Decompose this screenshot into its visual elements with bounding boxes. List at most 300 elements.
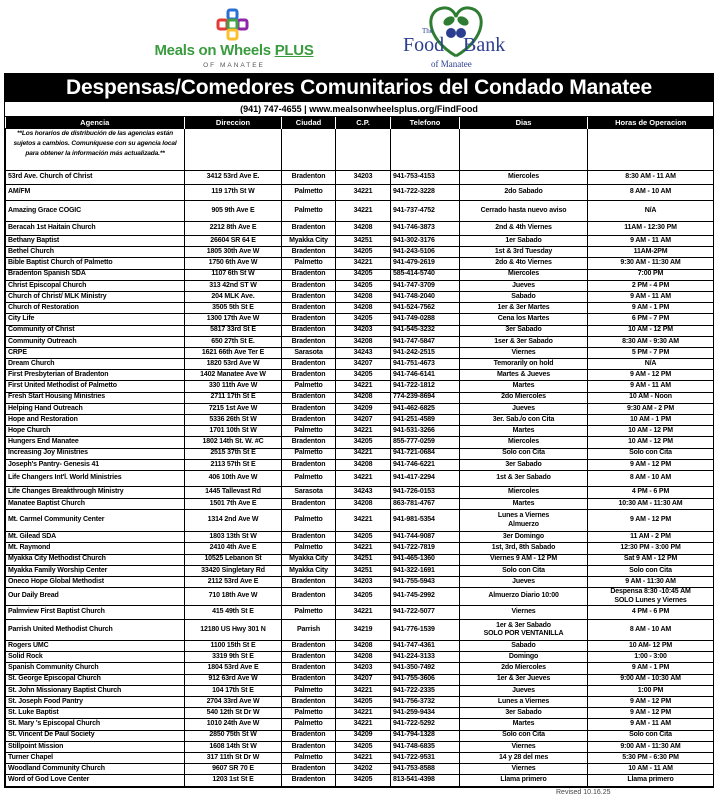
table-row bbox=[6, 381, 714, 392]
cell-address: 1802 14th St. W. #C bbox=[185, 437, 282, 448]
cell-days: Miercoles bbox=[460, 437, 588, 448]
cell-hours: 5 PM - 7 PM bbox=[588, 347, 714, 358]
cell-phone: 941-753-8588 bbox=[391, 764, 460, 775]
cell-agency: Oneco Hope Global Methodist bbox=[6, 576, 185, 587]
cell-days: 2do Sabado bbox=[460, 185, 588, 201]
cell-zip: 34208 bbox=[336, 336, 391, 347]
cell-phone: 813-541-4398 bbox=[391, 775, 460, 786]
table-row bbox=[6, 269, 714, 280]
cell-days: Domingo bbox=[460, 652, 588, 663]
cell-days: Martes bbox=[460, 719, 588, 730]
cell-phone: 941-302-3176 bbox=[391, 236, 460, 247]
cell-days: 1st & 3er Sabado bbox=[460, 470, 588, 486]
cell-zip: 34208 bbox=[336, 652, 391, 663]
table-row bbox=[6, 201, 714, 222]
table-row bbox=[6, 764, 714, 775]
cell-phone: 941-417-2294 bbox=[391, 470, 460, 486]
cell-address: 406 10th Ave W bbox=[185, 470, 282, 486]
cell-agency: Fresh Start Housing Ministries bbox=[6, 392, 185, 403]
cell-city: Bradenton bbox=[282, 222, 336, 236]
cell-address: 1445 Tallevast Rd bbox=[185, 486, 282, 498]
cell-days: Jueves bbox=[460, 280, 588, 291]
cell-hours: N/A bbox=[588, 359, 714, 370]
table-row bbox=[6, 741, 714, 752]
cell-zip: 34205 bbox=[336, 697, 391, 708]
cell-zip: 34203 bbox=[336, 171, 391, 185]
cell-zip: 34221 bbox=[336, 258, 391, 269]
table-row bbox=[6, 185, 714, 201]
cell-days: Sabado bbox=[460, 641, 588, 652]
cell-hours: 9 AM - 1 PM bbox=[588, 303, 714, 314]
cell-agency: Word of God Love Center bbox=[6, 775, 185, 786]
cell-days: 3er Sabado bbox=[460, 708, 588, 719]
cell-hours: 9 AM - 11 AM bbox=[588, 719, 714, 730]
table-row bbox=[6, 510, 714, 532]
fb-food: Food bbox=[403, 34, 445, 56]
table-row bbox=[6, 486, 714, 498]
cell-city: Palmetto bbox=[282, 685, 336, 696]
table-row bbox=[6, 359, 714, 370]
cell-city: Bradenton bbox=[282, 775, 336, 786]
cell-hours: 9 AM - 12 PM bbox=[588, 459, 714, 470]
cell-address: 1805 30th Ave W bbox=[185, 247, 282, 258]
cell-zip: 34221 bbox=[336, 685, 391, 696]
cell-zip: 34221 bbox=[336, 752, 391, 763]
cell-phone: 941-259-9434 bbox=[391, 708, 460, 719]
header-address: Direccion bbox=[185, 117, 282, 129]
cell-phone: 941-746-3873 bbox=[391, 222, 460, 236]
cell-zip: 34219 bbox=[336, 620, 391, 641]
cell-address: 204 MLK Ave. bbox=[185, 291, 282, 302]
cell-agency: Manatee Baptist Church bbox=[6, 498, 185, 509]
cell-agency: First Presbyterian of Bradenton bbox=[6, 370, 185, 381]
cell-hours: 9 AM - 11 AM bbox=[588, 381, 714, 392]
table-row bbox=[6, 171, 714, 185]
cell-phone: 941-749-0288 bbox=[391, 314, 460, 325]
cell-agency: St. John Missionary Baptist Church bbox=[6, 685, 185, 696]
cell-hours: N/A bbox=[588, 201, 714, 222]
cell-hours: 9:00 AM - 10:30 AM bbox=[588, 674, 714, 685]
table-row bbox=[6, 325, 714, 336]
cell-address: 5336 26th St W bbox=[185, 415, 282, 426]
cell-zip: 34207 bbox=[336, 415, 391, 426]
cell-address: 1203 1st St E bbox=[185, 775, 282, 786]
cell-agency: Community Outreach bbox=[6, 336, 185, 347]
cell-hours: 8:30 AM - 11 AM bbox=[588, 171, 714, 185]
cell-zip: 34205 bbox=[336, 588, 391, 606]
cell-phone: 941-745-2992 bbox=[391, 588, 460, 606]
revised-date: Revised 10.16.25 bbox=[556, 789, 611, 796]
table-row bbox=[6, 448, 714, 459]
cell-zip: 34221 bbox=[336, 426, 391, 437]
puzzle-cross-icon bbox=[148, 8, 320, 42]
cell-phone: 941-747-3709 bbox=[391, 280, 460, 291]
cell-days: Sabado bbox=[460, 291, 588, 302]
table-row bbox=[6, 752, 714, 763]
cell-agency: Bradenton Spanish SDA bbox=[6, 269, 185, 280]
cell-hours: 9:30 AM - 11:30 AM bbox=[588, 258, 714, 269]
cell-hours: 9:00 AM - 11:30 AM bbox=[588, 741, 714, 752]
cell-city: Sarasota bbox=[282, 486, 336, 498]
mow-sub: OF MANATEE bbox=[203, 62, 265, 69]
cell-zip: 34208 bbox=[336, 291, 391, 302]
cell-days: Solo con Cita bbox=[460, 565, 588, 576]
cell-address: 119 17th St W bbox=[185, 185, 282, 201]
header-phone: Telefono bbox=[391, 117, 460, 129]
cell-phone: 941-242-2515 bbox=[391, 347, 460, 358]
cell-address: 650 27th St E. bbox=[185, 336, 282, 347]
cell-address: 1402 Manatee Ave W bbox=[185, 370, 282, 381]
cell-days: Viernes bbox=[460, 347, 588, 358]
cell-phone: 941-479-2619 bbox=[391, 258, 460, 269]
page-title: Despensas/Comedores Comunitarios del Condado Manatee bbox=[5, 74, 713, 102]
cell-agency: Bethel Church bbox=[6, 247, 185, 258]
cell-address: 905 9th Ave E bbox=[185, 201, 282, 222]
cell-zip: 34251 bbox=[336, 554, 391, 565]
cell-address: 1608 14th St W bbox=[185, 741, 282, 752]
cell-zip: 34221 bbox=[336, 543, 391, 554]
cell-days: Martes & Jueves bbox=[460, 370, 588, 381]
table-row bbox=[6, 641, 714, 652]
cell-agency: Hope and Restoration bbox=[6, 415, 185, 426]
cell-city: Palmetto bbox=[282, 510, 336, 532]
header-city: Ciudad bbox=[282, 117, 336, 129]
cell-hours: 1:00 PM bbox=[588, 685, 714, 696]
cell-phone: 941-756-3732 bbox=[391, 697, 460, 708]
table-row bbox=[6, 426, 714, 437]
schedule-note: **Los horarios de distribución de las agencias están sujetos a cambios. Comuníquese con su agencia local para obtener la información más actualizada.** bbox=[6, 129, 185, 171]
cell-address: 2212 8th Ave E bbox=[185, 222, 282, 236]
cell-zip: 34205 bbox=[336, 247, 391, 258]
cell-city: Bradenton bbox=[282, 291, 336, 302]
cell-city: Palmetto bbox=[282, 752, 336, 763]
cell-zip: 34207 bbox=[336, 674, 391, 685]
cell-zip: 34205 bbox=[336, 314, 391, 325]
cell-address: 104 17th St E bbox=[185, 685, 282, 696]
cell-city: Bradenton bbox=[282, 314, 336, 325]
cell-phone: 941-748-6835 bbox=[391, 741, 460, 752]
cell-agency: Church of Christ/ MLK Ministry bbox=[6, 291, 185, 302]
cell-phone: 941-981-5354 bbox=[391, 510, 460, 532]
cell-days: 1er Sabado bbox=[460, 236, 588, 247]
cell-city: Bradenton bbox=[282, 269, 336, 280]
cell-days: 1er & 3er Sabado SOLO POR VENTANILLA bbox=[460, 620, 588, 641]
cell-city: Palmetto bbox=[282, 708, 336, 719]
cell-agency: St. George Episcopal Church bbox=[6, 674, 185, 685]
cell-zip: 34208 bbox=[336, 459, 391, 470]
cell-city: Parrish bbox=[282, 620, 336, 641]
cell-zip: 34205 bbox=[336, 437, 391, 448]
cell-agency: City Life bbox=[6, 314, 185, 325]
cell-address: 2704 33rd Ave W bbox=[185, 697, 282, 708]
table-row bbox=[6, 403, 714, 414]
table-row bbox=[6, 576, 714, 587]
cell-city: Bradenton bbox=[282, 741, 336, 752]
cell-agency: Hope Church bbox=[6, 426, 185, 437]
table-row bbox=[6, 685, 714, 696]
cell-zip: 34208 bbox=[336, 392, 391, 403]
table-row bbox=[6, 258, 714, 269]
cell-days: 3er Domingo bbox=[460, 532, 588, 543]
cell-days: Jueves bbox=[460, 685, 588, 696]
cell-phone: 941-755-5943 bbox=[391, 576, 460, 587]
table-row bbox=[6, 730, 714, 741]
cell-address: 2711 17th St E bbox=[185, 392, 282, 403]
table-row bbox=[6, 606, 714, 620]
cell-days: Jueves bbox=[460, 403, 588, 414]
cell-agency: Mt. Gilead SDA bbox=[6, 532, 185, 543]
cell-hours: Solo con Cita bbox=[588, 448, 714, 459]
cell-hours: 5:30 PM - 6:30 PM bbox=[588, 752, 714, 763]
cell-days: Viernes bbox=[460, 764, 588, 775]
cell-phone: 941-251-4589 bbox=[391, 415, 460, 426]
cell-hours: 8 AM - 10 AM bbox=[588, 470, 714, 486]
cell-hours: 4 PM - 6 PM bbox=[588, 486, 714, 498]
fb-of: of Manatee bbox=[431, 59, 472, 69]
cell-zip: 34205 bbox=[336, 775, 391, 786]
cell-zip: 34221 bbox=[336, 510, 391, 532]
cell-agency: Helping Hand Outreach bbox=[6, 403, 185, 414]
cell-days: 3er Sabado bbox=[460, 459, 588, 470]
cell-city: Bradenton bbox=[282, 392, 336, 403]
cell-city: Bradenton bbox=[282, 588, 336, 606]
fb-bank: Bank bbox=[463, 34, 506, 56]
cell-agency: Hungers End Manatee bbox=[6, 437, 185, 448]
cell-days: Viernes bbox=[460, 606, 588, 620]
cell-agency: Our Daily Bread bbox=[6, 588, 185, 606]
cell-phone: 863-781-4767 bbox=[391, 498, 460, 509]
cell-address: 1701 10th St W bbox=[185, 426, 282, 437]
cell-zip: 34243 bbox=[336, 486, 391, 498]
cell-hours: 4 PM - 6 PM bbox=[588, 606, 714, 620]
cell-hours: 7:00 PM bbox=[588, 269, 714, 280]
cell-phone: 941-465-1360 bbox=[391, 554, 460, 565]
cell-city: Bradenton bbox=[282, 652, 336, 663]
cell-zip: 34205 bbox=[336, 741, 391, 752]
cell-city: Bradenton bbox=[282, 171, 336, 185]
cell-days: 1st, 3rd, 8th Sabado bbox=[460, 543, 588, 554]
cell-hours: 8 AM - 10 AM bbox=[588, 620, 714, 641]
cell-agency: Myakka City Methodist Church bbox=[6, 554, 185, 565]
cell-phone: 941-462-6825 bbox=[391, 403, 460, 414]
cell-phone: 941-794-1328 bbox=[391, 730, 460, 741]
cell-city: Bradenton bbox=[282, 498, 336, 509]
table-row bbox=[6, 236, 714, 247]
cell-agency: Rogers UMC bbox=[6, 641, 185, 652]
cell-zip: 34203 bbox=[336, 576, 391, 587]
cell-hours: 10 AM - 12 PM bbox=[588, 325, 714, 336]
pantry-table bbox=[5, 117, 714, 787]
cell-days: Llama primero bbox=[460, 775, 588, 786]
cell-hours: 9 AM - 11 AM bbox=[588, 291, 714, 302]
cell-days: Miercoles bbox=[460, 269, 588, 280]
cell-hours: Llama primero bbox=[588, 775, 714, 786]
cell-hours: 1:00 - 3:00 bbox=[588, 652, 714, 663]
cell-address: 2112 53rd Ave E bbox=[185, 576, 282, 587]
cell-hours: 9 AM - 1 PM bbox=[588, 663, 714, 674]
cell-zip: 34205 bbox=[336, 370, 391, 381]
cell-agency: Myakka Family Worship Center bbox=[6, 565, 185, 576]
cell-phone: 941-722-9531 bbox=[391, 752, 460, 763]
cell-address: 1750 6th Ave W bbox=[185, 258, 282, 269]
cell-agency: Dream Church bbox=[6, 359, 185, 370]
cell-hours: 9 AM - 12 PM bbox=[588, 708, 714, 719]
cell-hours: 8 AM - 10 AM bbox=[588, 185, 714, 201]
cell-days: 2do & 4to Viernes bbox=[460, 258, 588, 269]
cell-zip: 34208 bbox=[336, 222, 391, 236]
cell-phone: 941-322-1691 bbox=[391, 565, 460, 576]
table-row bbox=[6, 620, 714, 641]
cell-city: Palmetto bbox=[282, 719, 336, 730]
cell-hours: 10 AM - 12 PM bbox=[588, 426, 714, 437]
cell-address: 912 63rd Ave W bbox=[185, 674, 282, 685]
cell-address: 540 12th St Dr W bbox=[185, 708, 282, 719]
cell-agency: Christ Episcopal Church bbox=[6, 280, 185, 291]
cell-address: 3505 5th St E bbox=[185, 303, 282, 314]
cell-days: Miercoles bbox=[460, 486, 588, 498]
cell-address: 12180 US Hwy 301 N bbox=[185, 620, 282, 641]
header-hours: Horas de Operacion bbox=[588, 117, 714, 129]
cell-phone: 585-414-5740 bbox=[391, 269, 460, 280]
cell-hours: Solo con Cita bbox=[588, 565, 714, 576]
table-row bbox=[6, 280, 714, 291]
cell-city: Bradenton bbox=[282, 336, 336, 347]
cell-city: Sarasota bbox=[282, 347, 336, 358]
cell-hours: 9:30 AM - 2 PM bbox=[588, 403, 714, 414]
table-row bbox=[6, 222, 714, 236]
cell-agency: Mt. Raymond bbox=[6, 543, 185, 554]
table-row bbox=[6, 347, 714, 358]
cell-phone: 941-524-7562 bbox=[391, 303, 460, 314]
cell-city: Palmetto bbox=[282, 448, 336, 459]
cell-hours: 9 AM - 12 PM bbox=[588, 370, 714, 381]
cell-zip: 34221 bbox=[336, 719, 391, 730]
cell-agency: Joseph's Pantry- Genesis 41 bbox=[6, 459, 185, 470]
cell-address: 415 49th St E bbox=[185, 606, 282, 620]
cell-city: Bradenton bbox=[282, 437, 336, 448]
cell-agency: Spanish Community Church bbox=[6, 663, 185, 674]
cell-agency: First United Methodist of Palmetto bbox=[6, 381, 185, 392]
cell-phone: 941-753-4153 bbox=[391, 171, 460, 185]
cell-hours: 12:30 PM - 3:00 PM bbox=[588, 543, 714, 554]
cell-days: Viernes 9 AM - 12 PM bbox=[460, 554, 588, 565]
cell-zip: 34203 bbox=[336, 325, 391, 336]
cell-hours: 9 AM - 12 PM bbox=[588, 697, 714, 708]
cell-hours: Sat 9 AM - 12 PM bbox=[588, 554, 714, 565]
cell-days: 1er & 3er Jueves bbox=[460, 674, 588, 685]
cell-hours: 11 AM - 2 PM bbox=[588, 532, 714, 543]
cell-city: Bradenton bbox=[282, 663, 336, 674]
cell-days: Jueves bbox=[460, 576, 588, 587]
cell-city: Palmetto bbox=[282, 470, 336, 486]
cell-days: 14 y 28 del mes bbox=[460, 752, 588, 763]
cell-address: 330 11th Ave W bbox=[185, 381, 282, 392]
cell-address: 3319 9th St E bbox=[185, 652, 282, 663]
cell-zip: 34251 bbox=[336, 236, 391, 247]
cell-agency: 53rd Ave. Church of Christ bbox=[6, 171, 185, 185]
header-days: Dias bbox=[460, 117, 588, 129]
table-row bbox=[6, 336, 714, 347]
cell-city: Bradenton bbox=[282, 325, 336, 336]
cell-agency: AM/FM bbox=[6, 185, 185, 201]
table-row bbox=[6, 314, 714, 325]
cell-zip: 34221 bbox=[336, 185, 391, 201]
cell-zip: 34205 bbox=[336, 269, 391, 280]
cell-agency: Bible Baptist Church of Palmetto bbox=[6, 258, 185, 269]
cell-agency: Turner Chapel bbox=[6, 752, 185, 763]
cell-address: 1803 13th St W bbox=[185, 532, 282, 543]
cell-city: Bradenton bbox=[282, 697, 336, 708]
cell-agency: Solid Rock bbox=[6, 652, 185, 663]
cell-phone: 855-777-0259 bbox=[391, 437, 460, 448]
cell-zip: 34208 bbox=[336, 641, 391, 652]
cell-address: 2410 4th Ave E bbox=[185, 543, 282, 554]
cell-city: Palmetto bbox=[282, 426, 336, 437]
table-row bbox=[6, 697, 714, 708]
cell-agency: Life Changers Int'l. World Ministries bbox=[6, 470, 185, 486]
cell-zip: 34202 bbox=[336, 764, 391, 775]
cell-phone: 941-748-2040 bbox=[391, 291, 460, 302]
cell-address: 9607 SR 70 E bbox=[185, 764, 282, 775]
table-row bbox=[6, 663, 714, 674]
cell-agency: Parrish United Methodist Church bbox=[6, 620, 185, 641]
cell-zip: 34243 bbox=[336, 347, 391, 358]
cell-city: Bradenton bbox=[282, 641, 336, 652]
cell-zip: 34209 bbox=[336, 730, 391, 741]
table-row bbox=[6, 498, 714, 509]
cell-days: 2do Miercoles bbox=[460, 663, 588, 674]
cell-days: 1st & 3rd Tuesday bbox=[460, 247, 588, 258]
cell-phone: 941-746-6141 bbox=[391, 370, 460, 381]
cell-agency: Stillpoint Mission bbox=[6, 741, 185, 752]
cell-days: Lunes a Viernes bbox=[460, 697, 588, 708]
table-row bbox=[6, 247, 714, 258]
cell-city: Bradenton bbox=[282, 532, 336, 543]
cell-phone: 941-722-2335 bbox=[391, 685, 460, 696]
cell-hours: 10:30 AM - 11:30 AM bbox=[588, 498, 714, 509]
cell-zip: 34205 bbox=[336, 280, 391, 291]
cell-hours: Despensa 8:30 -10:45 AM SOLO Lunes y Viernes bbox=[588, 588, 714, 606]
cell-agency: Mt. Carmel Community Center bbox=[6, 510, 185, 532]
cell-address: 1804 53rd Ave E bbox=[185, 663, 282, 674]
cell-address: 5817 33rd St E bbox=[185, 325, 282, 336]
cell-address: 7215 1st Ave W bbox=[185, 403, 282, 414]
cell-city: Bradenton bbox=[282, 303, 336, 314]
cell-hours: 8:30 AM - 9:30 AM bbox=[588, 336, 714, 347]
cell-days: Temorarily on hold bbox=[460, 359, 588, 370]
cell-phone: 941-726-0153 bbox=[391, 486, 460, 498]
cell-phone: 941-722-5292 bbox=[391, 719, 460, 730]
cell-city: Palmetto bbox=[282, 543, 336, 554]
cell-days: Solo con Cita bbox=[460, 730, 588, 741]
table-row bbox=[6, 719, 714, 730]
table-row bbox=[6, 588, 714, 606]
cell-days: Martes bbox=[460, 381, 588, 392]
table-row bbox=[6, 543, 714, 554]
cell-zip: 34221 bbox=[336, 448, 391, 459]
cell-days: Martes bbox=[460, 498, 588, 509]
cell-days: Cerrado hasta nuevo aviso bbox=[460, 201, 588, 222]
cell-city: Bradenton bbox=[282, 415, 336, 426]
cell-city: Myakka City bbox=[282, 236, 336, 247]
cell-phone: 941-776-1539 bbox=[391, 620, 460, 641]
cell-phone: 941-722-7819 bbox=[391, 543, 460, 554]
table-row bbox=[6, 652, 714, 663]
cell-phone: 941-747-5847 bbox=[391, 336, 460, 347]
contact-line: (941) 747-4655 | www.mealsonwheelsplus.org/FindFood bbox=[5, 102, 713, 117]
cell-address: 710 18th Ave W bbox=[185, 588, 282, 606]
header-zip: C.P. bbox=[336, 117, 391, 129]
